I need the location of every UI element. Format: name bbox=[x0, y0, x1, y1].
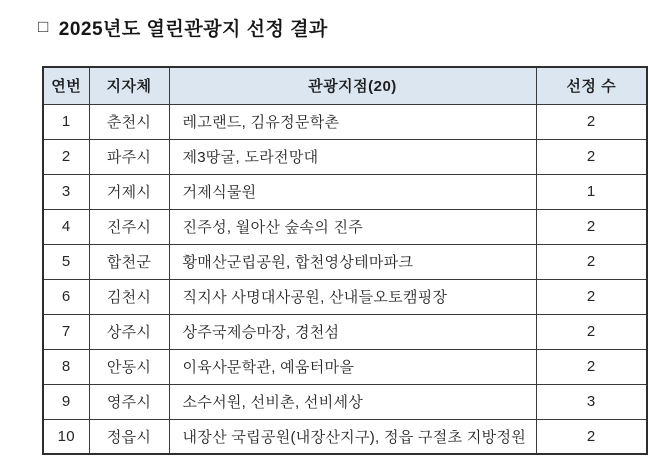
table-row bbox=[43, 174, 647, 209]
table-row bbox=[43, 349, 647, 384]
table-row bbox=[43, 244, 647, 279]
serial-number-cell: 8 bbox=[43, 349, 89, 384]
district-cell: 합천군 bbox=[89, 244, 169, 279]
square-bullet-icon: □ bbox=[38, 17, 49, 36]
spots-cell: 제3땅굴, 도라전망대 bbox=[169, 139, 536, 174]
serial-number-cell: 3 bbox=[43, 174, 89, 209]
spots-cell: 직지사 사명대사공원, 산내들오토캠핑장 bbox=[169, 279, 536, 314]
count-cell: 2 bbox=[536, 104, 647, 139]
district-cell: 정읍시 bbox=[89, 419, 169, 454]
spots-cell: 거제식물원 bbox=[169, 174, 536, 209]
table-row bbox=[43, 384, 647, 419]
page-title bbox=[38, 14, 328, 41]
table-row bbox=[43, 314, 647, 349]
serial-number-cell: 5 bbox=[43, 244, 89, 279]
table-row bbox=[43, 209, 647, 244]
spots-cell: 소수서원, 선비촌, 선비세상 bbox=[169, 384, 536, 419]
header-selection-count: 선정 수 bbox=[536, 67, 647, 104]
serial-number-cell: 10 bbox=[43, 419, 89, 454]
spots-cell: 상주국제승마장, 경천섬 bbox=[169, 314, 536, 349]
header-district: 지자체 bbox=[89, 67, 169, 104]
count-cell: 2 bbox=[536, 244, 647, 279]
table-body bbox=[43, 104, 647, 454]
district-cell: 진주시 bbox=[89, 209, 169, 244]
serial-number-cell: 7 bbox=[43, 314, 89, 349]
serial-number-cell: 6 bbox=[43, 279, 89, 314]
serial-number-cell: 9 bbox=[43, 384, 89, 419]
serial-number-cell: 2 bbox=[43, 139, 89, 174]
header-row bbox=[43, 67, 647, 104]
serial-number-cell: 1 bbox=[43, 104, 89, 139]
spots-cell: 황매산군립공원, 합천영상테마파크 bbox=[169, 244, 536, 279]
serial-number-cell: 4 bbox=[43, 209, 89, 244]
spots-cell: 이육사문학관, 예움터마을 bbox=[169, 349, 536, 384]
table-row bbox=[43, 279, 647, 314]
table-row bbox=[43, 419, 647, 454]
district-cell: 춘천시 bbox=[89, 104, 169, 139]
district-cell: 안동시 bbox=[89, 349, 169, 384]
count-cell: 2 bbox=[536, 279, 647, 314]
district-cell: 김천시 bbox=[89, 279, 169, 314]
district-cell: 상주시 bbox=[89, 314, 169, 349]
count-cell: 2 bbox=[536, 314, 647, 349]
spots-cell: 레고랜드, 김유정문학촌 bbox=[169, 104, 536, 139]
district-cell: 거제시 bbox=[89, 174, 169, 209]
count-cell: 2 bbox=[536, 139, 647, 174]
selection-results-table bbox=[42, 66, 648, 455]
count-cell: 1 bbox=[536, 174, 647, 209]
district-cell: 영주시 bbox=[89, 384, 169, 419]
header-serial-number: 연번 bbox=[43, 67, 89, 104]
table-row bbox=[43, 139, 647, 174]
count-cell: 2 bbox=[536, 419, 647, 454]
spots-cell: 진주성, 월아산 숲속의 진주 bbox=[169, 209, 536, 244]
district-cell: 파주시 bbox=[89, 139, 169, 174]
table-row bbox=[43, 104, 647, 139]
page-title-text: 2025년도 열린관광지 선정 결과 bbox=[58, 19, 328, 40]
header-tourist-spots: 관광지점(20) bbox=[169, 67, 536, 104]
count-cell: 2 bbox=[536, 209, 647, 244]
count-cell: 3 bbox=[536, 384, 647, 419]
spots-cell: 내장산 국립공원(내장산지구), 정읍 구절초 지방정원 bbox=[169, 419, 536, 454]
table-header bbox=[43, 67, 647, 104]
count-cell: 2 bbox=[536, 349, 647, 384]
